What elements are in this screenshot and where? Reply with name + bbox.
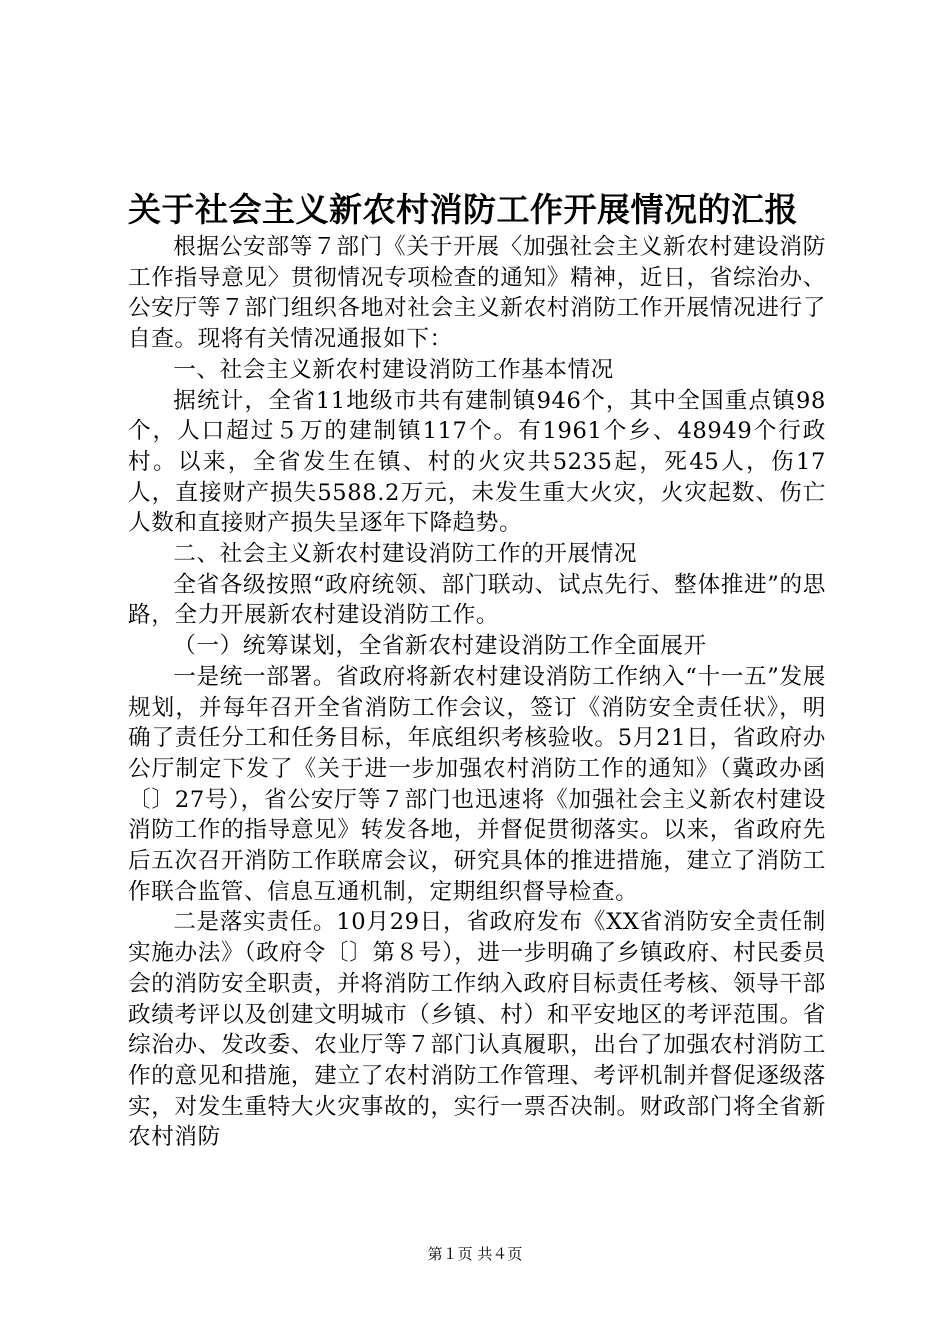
- section-heading-2: 二、社会主义新农村建设消防工作的开展情况: [173, 541, 638, 568]
- paragraph-approach: 全省各级按照“政府统领、部门联动、试点先行、整体推进”的思路，全力开展新农村建设消防工作。: [128, 571, 826, 629]
- paragraph-statistics: 据统计，全省11地级市共有建制镇946个，其中全国重点镇98个，人口超过５万的建制镇117个。有1961个乡、48949个行政村。以来，全省发生在镇、村的火灾共5235起，死45人，伤17人，直接财产损失5588.2万元，未发生重大火灾，火灾起数、伤亡人数和直接财产损失呈逐年下降趋势。: [128, 387, 826, 537]
- paragraph-responsibility: 二是落实责任。10月29日，省政府发布《XX省消防安全责任制实施办法》（政府令〔〕第８号），进一步明确了乡镇政府、村民委员会的消防安全职责，并将消防工作纳入政府目标责任考核、领导干部政绩考评以及创建文明城市（乡镇、村）和平安地区的考评范围。省综治办、发改委、农业厅等７部门认真履职，出台了加强农村消防工作的意见和措施，建立了农村消防工作管理、考评机制并督促逐级落实，对发生重特大火灾事故的，实行一票否决制。财政部门将全省新农村消防: [128, 909, 826, 1151]
- subsection-heading-1: （一）统筹谋划，全省新农村建设消防工作全面展开: [173, 633, 707, 660]
- paragraph-intro: 根据公安部等７部门《关于开展〈加强社会主义新农村建设消防工作指导意见〉贯彻情况专项检查的通知》精神，近日，省综治办、公安厅等７部门组织各地对社会主义新农村消防工作开展情况进行了自查。现将有关情况通报如下：: [128, 234, 826, 353]
- paragraph-deployment: 一是统一部署。省政府将新农村建设消防工作纳入“十一五”发展规划，并每年召开全省消防工作会议，签订《消防安全责任状》，明确了责任分工和任务目标，年底组织考核验收。5月21日，省政府办公厅制定下发了《关于进一步加强农村消防工作的通知》（冀政办函〔〕27号），省公安厅等７部门也迅速将《加强社会主义新农村建设消防工作的指导意见》转发各地，并督促贯彻落实。以来，省政府先后五次召开消防工作联席会议，研究具体的推进措施，建立了消防工作联合监管、信息互通机制，定期组织督导检查。: [128, 663, 826, 905]
- document-body: [128, 232, 826, 1153]
- section-heading-1: 一、社会主义新农村建设消防工作基本情况: [173, 356, 614, 383]
- document-title: 关于社会主义新农村消防工作开展情况的汇报: [128, 190, 798, 229]
- page-number: 第１页 共４页: [427, 1245, 523, 1263]
